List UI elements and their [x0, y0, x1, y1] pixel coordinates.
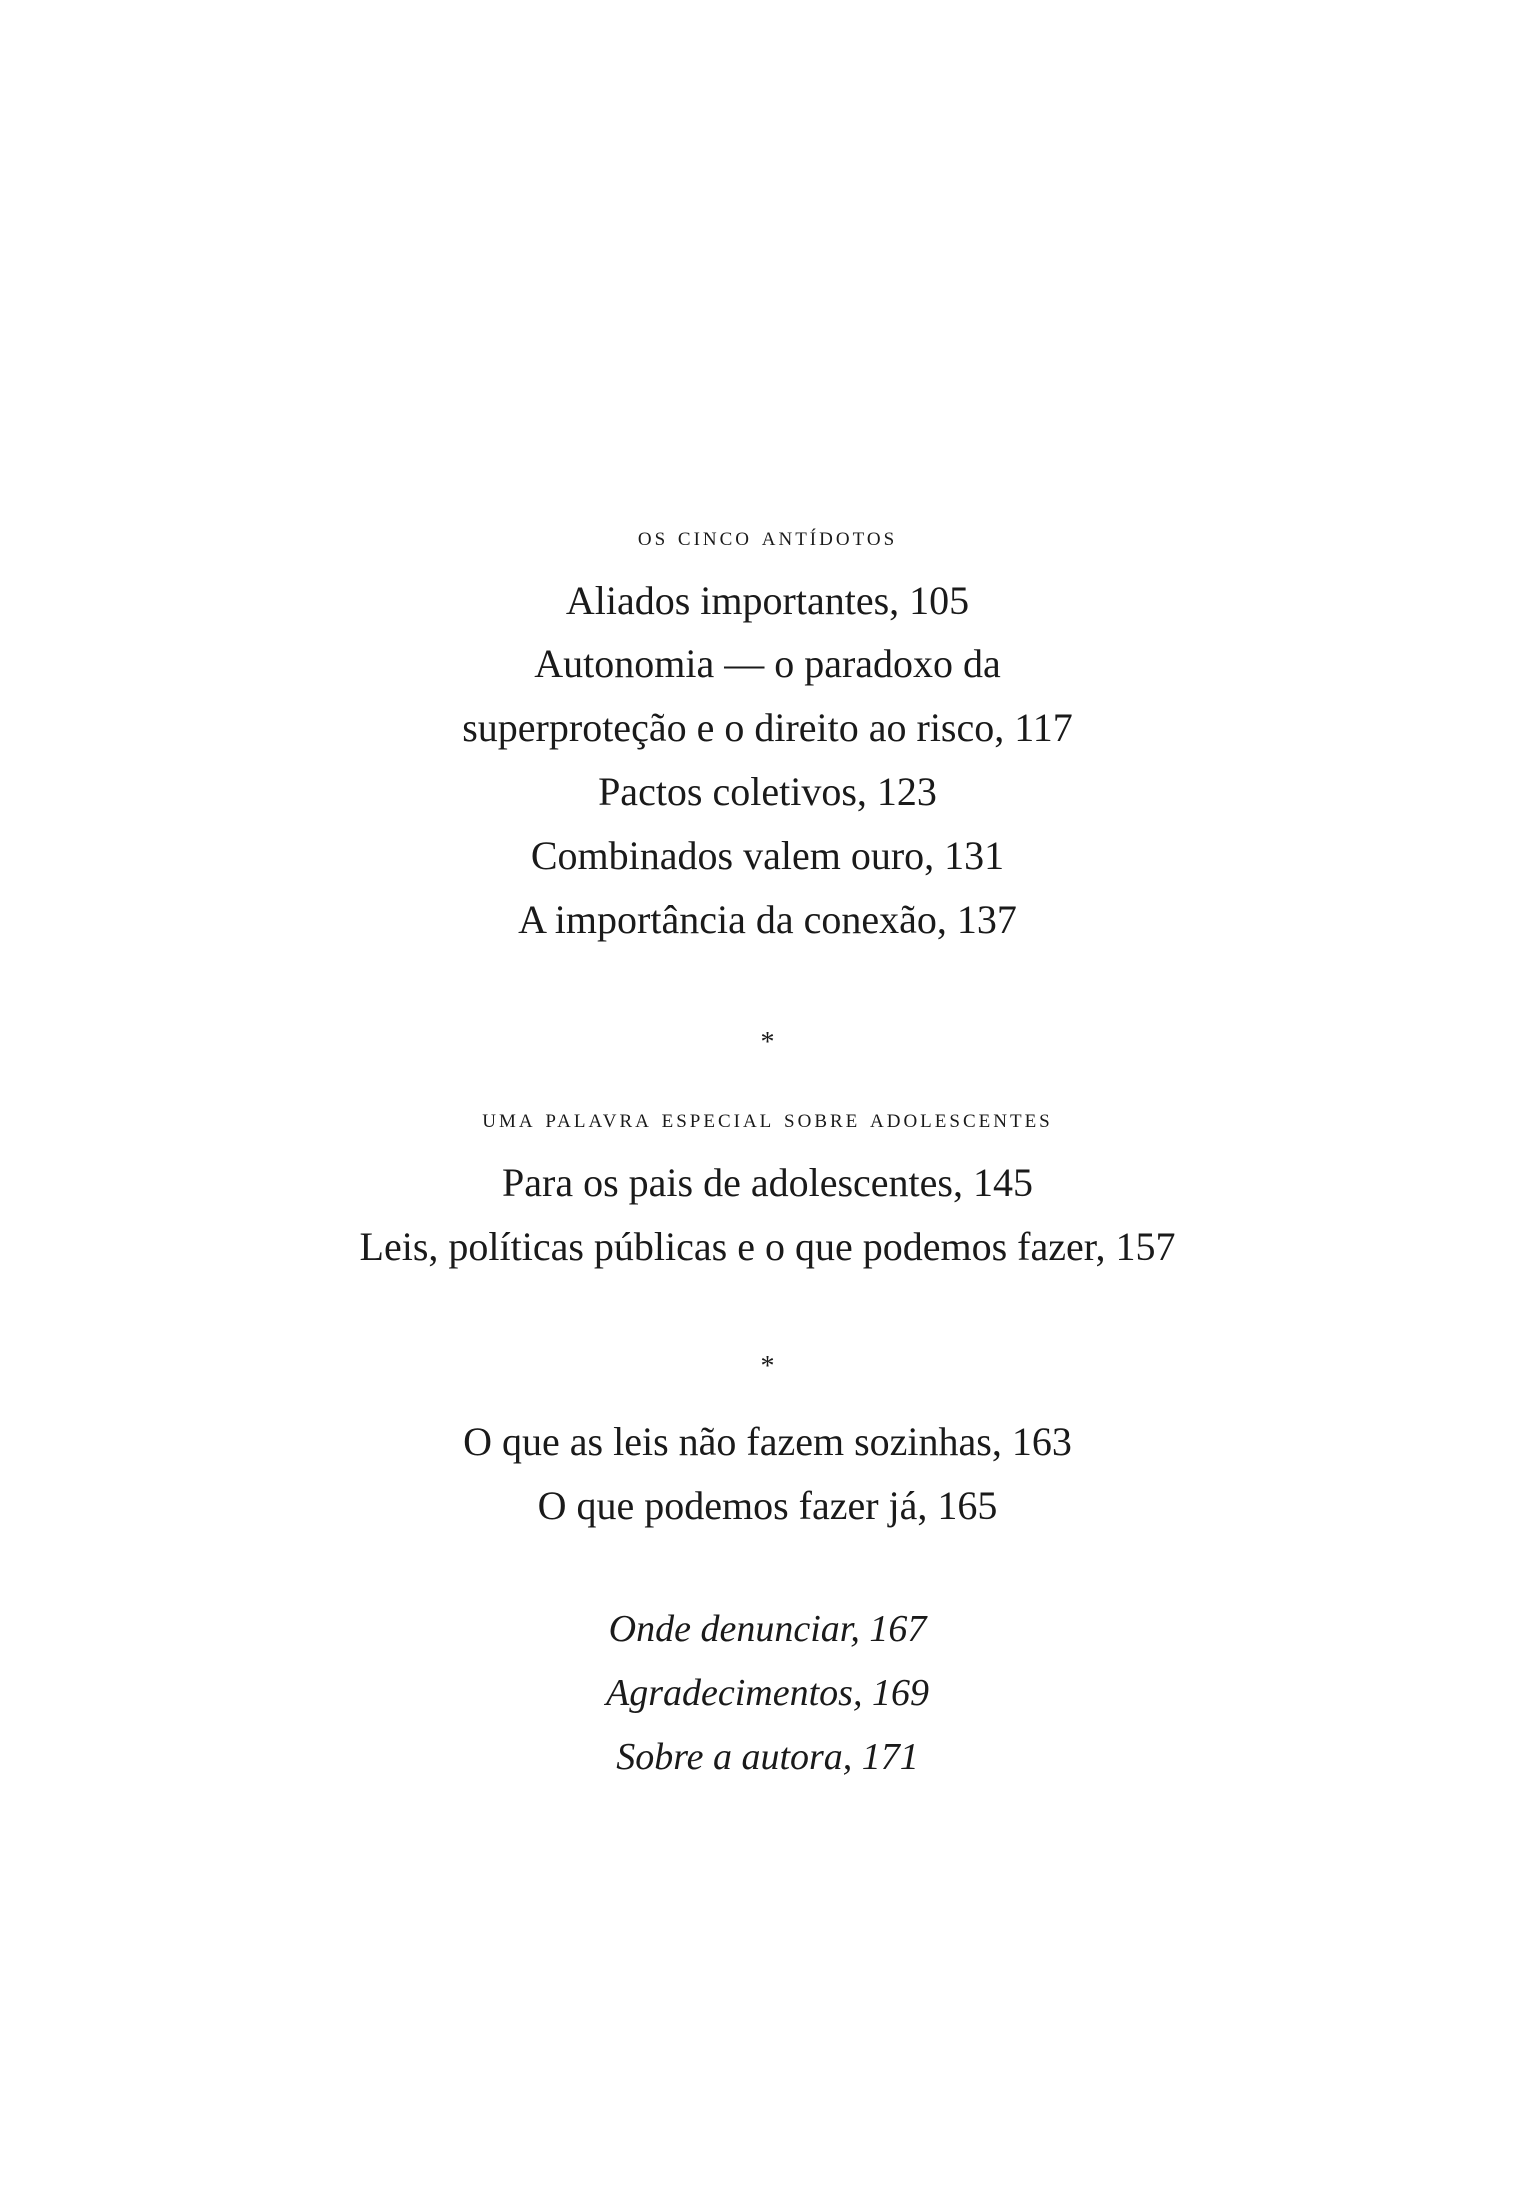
toc-entry: Aliados importantes, 105 — [565, 578, 970, 623]
toc-entry: Combinados valem ouro, 131 — [530, 833, 1005, 878]
toc-entry: Pactos coletivos, 123 — [598, 769, 937, 814]
toc-entry: O que as leis não fazem sozinhas, 163 — [463, 1419, 1072, 1464]
section-separator: * — [760, 1351, 775, 1382]
toc-entry: Autonomia — o paradoxo da — [534, 641, 1001, 686]
toc-entry-backmatter: Agradecimentos, 169 — [606, 1672, 929, 1714]
toc-entry: superproteção e o direito ao risco, 117 — [462, 705, 1073, 750]
toc-entry-backmatter: Onde denunciar, 167 — [608, 1608, 927, 1650]
toc-entry-backmatter: Sobre a autora, 171 — [616, 1736, 919, 1778]
section-heading: uma palavra especial sobre adolescentes — [482, 1103, 1053, 1133]
toc-entry: Leis, políticas públicas e o que podemos fazer, 157 — [359, 1224, 1176, 1269]
toc-entry: A importância da conexão, 137 — [518, 897, 1017, 942]
section-separator: * — [760, 1027, 775, 1058]
toc-entry: O que podemos fazer já, 165 — [537, 1483, 998, 1528]
section-heading: os cinco antídotos — [637, 521, 898, 551]
toc-entry: Para os pais de adolescentes, 145 — [502, 1160, 1033, 1205]
